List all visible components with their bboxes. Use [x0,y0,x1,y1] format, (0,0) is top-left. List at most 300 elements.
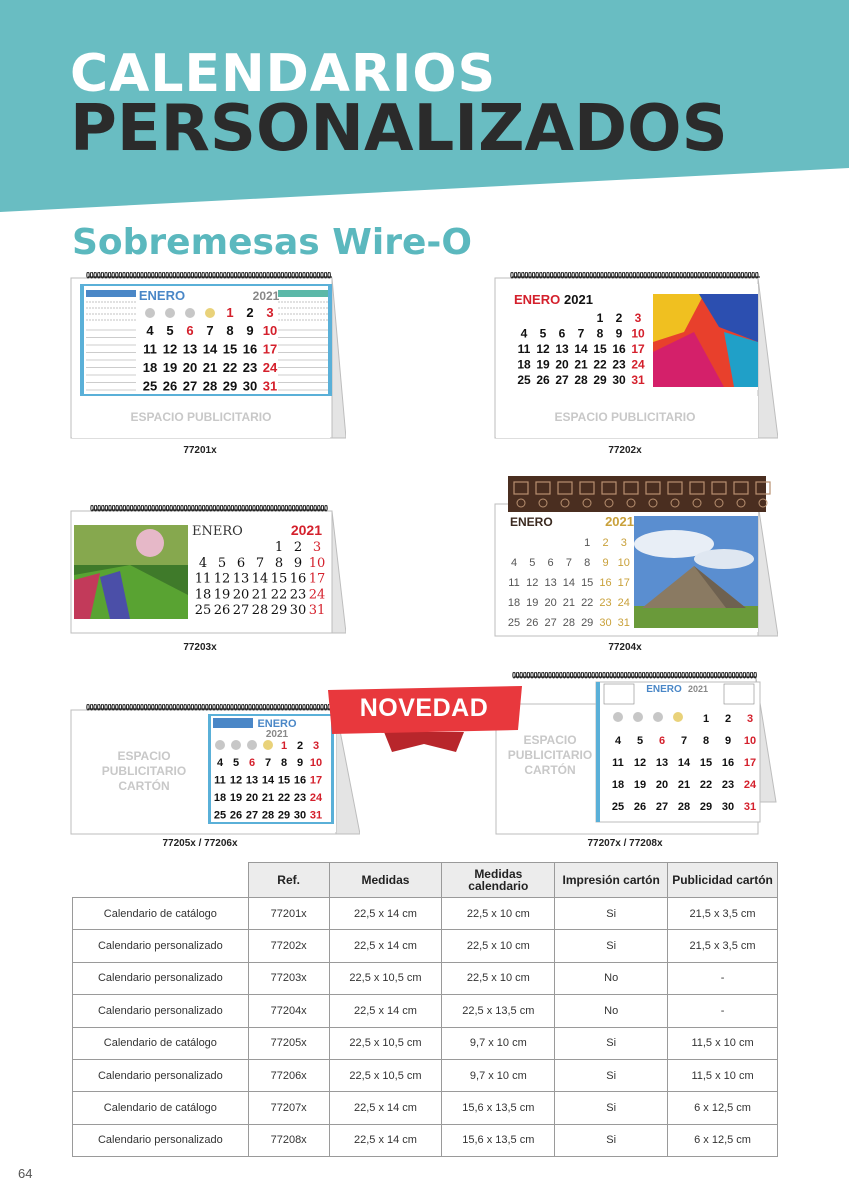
calendar-day: 12 [536,342,550,356]
calendar-year: 2021 [252,289,280,303]
calendar-day: 18 [611,779,625,791]
calendar-day: 21 [202,360,218,375]
calendar-day: 24 [308,587,326,603]
table-cell: 6 x 12,5 cm [668,1124,778,1156]
calendar-day: 24 [617,597,630,609]
calendar-day: 22 [277,792,291,804]
calendar-day: 7 [680,735,688,747]
table-header-impresion: Impresión cartón [555,863,668,898]
calendar-day: 28 [202,378,218,394]
table-cell: 9,7 x 10 cm [442,1027,555,1059]
table-cell: Calendario de catálogo [73,1027,249,1059]
calendar-day: 7 [264,757,272,769]
moon-phase-icon [673,712,683,722]
calendar-day: 15 [222,341,238,357]
calendar-day: 14 [562,577,576,589]
calendar-day: 10 [617,557,630,569]
calendar-day: 5 [636,735,644,747]
novedad-badge: NOVEDAD [359,694,489,722]
calendar-day: 31 [617,617,630,629]
product-77202x [494,272,778,440]
calendar-year: 2021 [564,292,593,307]
table-cell: No [555,962,668,994]
calendar-day: 6 [248,757,256,769]
moon-phase-icon [185,308,195,318]
calendar-day: 12 [213,571,231,587]
calendar-day: 16 [612,342,626,356]
moon-phase-icon [247,740,257,750]
calendar-day: 26 [162,378,178,394]
table-cell: 22,5 x 10 cm [442,930,555,962]
calendar-day: 17 [309,774,323,787]
table-cell: 15,6 x 13,5 cm [442,1092,555,1124]
calendar-day: 2 [293,540,303,555]
calendar-day: 31 [262,378,278,394]
calendar-77201x-drawing [70,272,346,440]
calendar-day: 18 [507,597,521,609]
table-cell: 21,5 x 3,5 cm [668,898,778,930]
calendar-day: 24 [262,360,278,375]
calendar-day: 2 [246,305,254,320]
calendar-day: 8 [584,557,591,569]
calendar-77207x-drawing [494,672,778,836]
table-cell: 21,5 x 3,5 cm [668,930,778,962]
calendar-day: 18 [142,360,158,375]
calendar-day: 11 [143,341,157,357]
calendar-day: 21 [574,357,588,372]
calendar-year: 2021 [265,729,289,740]
calendar-day: 25 [142,378,158,394]
calendar-day: 19 [536,357,550,372]
calendar-77204x-drawing [494,474,778,638]
calendar-year: 2021 [687,684,709,694]
table-cell: 11,5 x 10 cm [668,1059,778,1091]
product-77205x-77206x [70,704,360,836]
calendar-day: 18 [194,587,212,603]
calendar-day: 3 [312,740,320,752]
calendar-day: 25 [507,617,521,629]
calendar-day: 13 [182,341,198,357]
spec-table [72,862,778,1157]
calendar-day: 4 [216,757,224,769]
tent-side [758,278,778,438]
calendar-day: 13 [232,571,250,587]
calendar-day: 14 [677,757,691,769]
calendar-day: 4 [614,735,622,747]
calendar-day: 6 [658,735,666,747]
calendar-frame [596,682,600,822]
calendar-day: 20 [232,587,250,603]
calendar-day: 1 [702,713,710,725]
calendar-day: 20 [245,792,259,804]
calendar-day: 26 [526,617,539,629]
calendar-day: 17 [262,341,278,357]
table-cell: 22,5 x 10,5 cm [329,962,442,994]
calendar-day: 15 [699,757,713,769]
calendar-day: 8 [596,326,604,341]
table-cell: Si [555,1027,668,1059]
calendar-day: 27 [544,617,557,629]
table-cell: Si [555,1092,668,1124]
product-ref-77202x: 77202x [608,445,642,456]
calendar-day: 10 [743,735,757,747]
calendar-day: 17 [617,577,630,589]
calendar-month: ENERO [192,524,243,539]
calendar-day: 21 [562,597,576,609]
calendar-day: 19 [162,360,178,375]
table-cell: Calendario personalizado [73,1124,249,1156]
calendar-day: 22 [581,597,594,609]
calendar-day: 28 [574,373,588,387]
calendar-day: 25 [194,603,212,619]
calendar-day: 2 [615,311,623,325]
table-row [73,1092,778,1124]
moon-phase-icon [613,712,623,722]
calendar-day: 6 [186,323,194,338]
calendar-day: 8 [280,757,288,769]
table-header-medidas: Medidas [329,863,442,898]
calendar-day: 19 [526,597,539,609]
table-header-row [73,863,778,898]
calendar-day: 8 [702,735,710,747]
calendar-day: 4 [146,323,154,338]
calendar-day: 28 [251,603,269,619]
mini-month-header [213,718,253,728]
calendar-day: 22 [270,587,288,603]
calendar-day: 15 [277,774,291,787]
table-cell: 77208x [248,1124,329,1156]
calendar-day: 3 [620,537,627,549]
page-title-line1: CALENDARIOS [70,44,497,104]
calendar-day: 2 [724,713,732,725]
calendar-day: 23 [599,597,612,609]
product-77201x [70,272,346,440]
calendar-day: 20 [655,779,669,791]
calendar-day: 1 [596,311,604,325]
calendar-day: 13 [245,774,259,787]
calendar-day: 7 [577,326,585,341]
table-cell: 22,5 x 10 cm [442,898,555,930]
calendar-day: 30 [289,603,307,619]
calendar-month: ENERO [138,288,186,303]
calendar-day: 11 [194,571,212,587]
product-77207x-77208x [494,672,778,836]
calendar-day: 27 [555,373,569,387]
calendar-day: 20 [182,360,198,375]
calendar-day: 23 [612,357,626,372]
calendar-day: 12 [526,577,539,589]
table-cell: 77203x [248,962,329,994]
calendar-day: 21 [677,779,691,791]
calendar-day: 28 [562,617,576,629]
calendar-day: 5 [232,757,240,769]
calendar-day: 9 [724,735,732,747]
calendar-day: 6 [558,326,566,341]
calendar-day: 4 [198,555,208,571]
calendar-day: 9 [615,326,623,341]
tent-side [332,511,346,633]
table-cell: 11,5 x 10 cm [668,1027,778,1059]
calendar-day: 10 [262,323,278,338]
calendar-day: 1 [274,540,284,555]
calendar-day: 1 [584,537,591,549]
calendar-day: 2 [602,537,609,549]
calendar-year: 2021 [605,514,634,529]
product-ref-77205x-77206x: 77205x / 77206x [162,838,238,849]
table-cell: 77207x [248,1092,329,1124]
product-ref-77203x: 77203x [183,642,217,653]
calendar-day: 14 [202,341,218,357]
calendar-day: 8 [274,555,284,571]
calendar-day: 31 [631,373,645,387]
calendar-day: 29 [222,378,238,394]
table-cell: Calendario de catálogo [73,1092,249,1124]
calendar-day: 5 [217,555,227,571]
ad-space-label: CARTÓN [524,763,576,777]
table-cell: Si [555,930,668,962]
table-cell: 22,5 x 10 cm [442,962,555,994]
calendar-day: 27 [655,801,669,813]
calendar-day: 14 [251,571,269,587]
calendar-day: 11 [517,342,531,356]
product-ref-77201x: 77201x [183,445,217,456]
calendar-day: 27 [245,809,259,822]
calendar-day: 30 [612,373,626,387]
calendar-month: ENERO [514,292,561,307]
table-row [73,1059,778,1091]
calendar-day: 22 [222,360,238,375]
pyramid-photo [634,516,758,628]
product-ref-77207x-77208x: 77207x / 77208x [587,838,663,849]
calendar-day: 26 [229,809,243,822]
table-cell: 77206x [248,1059,329,1091]
moon-phase-icon [263,740,273,750]
calendar-day: 30 [721,801,735,813]
calendar-day: 8 [226,323,234,338]
calendar-day: 23 [721,779,735,791]
table-cell: 22,5 x 14 cm [329,995,442,1027]
calendar-day: 28 [261,809,275,822]
table-cell: 22,5 x 10,5 cm [329,1027,442,1059]
calendar-day: 15 [581,577,594,589]
calendar-day: 30 [599,617,612,629]
table-cell: 77204x [248,995,329,1027]
calendar-day: 9 [296,757,304,769]
calendar-day: 10 [308,555,326,571]
ad-space-label: PUBLICITARIO [507,748,593,762]
calendar-day: 24 [309,792,323,804]
calendar-day: 5 [529,557,536,569]
calendar-year: 2021 [290,522,322,538]
table-cell: Calendario personalizado [73,1059,249,1091]
calendar-day: 22 [699,779,713,791]
calendar-day: 14 [574,342,588,356]
moon-phase-icon [215,740,225,750]
table-cell: 77201x [248,898,329,930]
page-title-line2: PERSONALIZADOS [70,92,728,166]
calendar-day: 20 [555,357,569,372]
calendar-day: 13 [544,577,557,589]
calendar-day: 3 [746,713,754,725]
table-cell: 22,5 x 10,5 cm [329,1059,442,1091]
ad-space-label: PUBLICITARIO [101,764,187,778]
table-cell: 22,5 x 14 cm [329,1092,442,1124]
calendar-day: 10 [631,326,645,341]
calendar-77205x-drawing [70,704,360,836]
table-cell: 77205x [248,1027,329,1059]
calendar-day: 5 [539,326,547,341]
calendar-day: 29 [270,603,288,619]
calendar-day: 29 [593,373,607,387]
calendar-day: 11 [508,577,520,589]
calendar-day: 11 [612,757,624,769]
moon-phase-icon [165,308,175,318]
calendar-day: 16 [242,341,258,357]
mini-month-header [278,290,328,297]
table-cell: Calendario personalizado [73,962,249,994]
table-row [73,995,778,1027]
calendar-day: 9 [602,557,609,569]
table-header-publicidad: Publicidad cartón [668,863,778,898]
calendar-day: 18 [213,792,227,804]
table-cell: 77202x [248,930,329,962]
calendar-day: 2 [296,740,304,752]
ad-space-label: ESPACIO PUBLICITARIO [554,410,696,424]
calendar-day: 19 [229,792,243,804]
table-cell: No [555,995,668,1027]
table-row [73,1027,778,1059]
calendar-day: 16 [599,577,612,589]
calendar-day: 7 [206,323,214,338]
table-row [73,898,778,930]
product-77203x [70,505,346,635]
calendar-day: 17 [631,342,645,356]
calendar-day: 10 [309,757,323,769]
calendar-day: 1 [280,740,288,752]
tent-side [758,504,778,636]
calendar-day: 25 [213,809,227,822]
table-row [73,962,778,994]
calendar-day: 3 [266,305,274,320]
calendar-month: ENERO [646,684,682,695]
calendar-day: 21 [251,587,269,603]
calendar-day: 25 [611,801,625,813]
calendar-day: 18 [517,357,531,372]
table-header-blank [73,863,249,898]
calendar-day: 3 [634,311,642,325]
abstract-paint-photo [653,294,758,387]
calendar-day: 23 [293,792,307,804]
ad-space-label: ESPACIO [523,733,577,747]
calendar-day: 11 [214,774,226,787]
table-cell: 6 x 12,5 cm [668,1092,778,1124]
calendar-day: 6 [236,555,246,571]
calendar-day: 16 [293,774,307,787]
table-cell: Si [555,898,668,930]
calendar-day: 26 [536,373,550,387]
moon-phase-icon [205,308,215,318]
calendar-day: 24 [743,779,757,791]
calendar-day: 16 [721,757,735,769]
ad-space-label: ESPACIO [117,749,171,763]
calendar-day: 24 [631,357,645,372]
tent-side [332,278,346,438]
table-cell: - [668,962,778,994]
table-cell: 22,5 x 14 cm [329,930,442,962]
calendar-day: 4 [510,557,518,569]
calendar-day: 12 [633,757,647,769]
calendar-day: 29 [277,809,291,822]
table-cell: 22,5 x 14 cm [329,1124,442,1156]
calendar-day: 12 [162,341,178,357]
table-row [73,1124,778,1156]
calendar-77202x-drawing [494,272,778,440]
calendar-day: 29 [699,801,713,813]
calendar-day: 13 [655,757,669,769]
table-header-medidas-calendario: Medidas calendario [442,863,555,898]
calendar-day: 31 [743,801,757,813]
calendar-day: 15 [593,342,607,356]
table-cell: 22,5 x 14 cm [329,898,442,930]
calendar-day: 4 [520,326,528,341]
calendar-day: 17 [308,571,326,587]
moon-phase-icon [633,712,643,722]
moon-phase-icon [145,308,155,318]
table-cell: - [668,995,778,1027]
calendar-day: 30 [242,378,258,394]
calendar-day: 19 [633,779,647,791]
calendar-day: 27 [232,603,250,619]
calendar-day: 12 [229,774,243,787]
calendar-day: 28 [677,801,691,813]
table-cell: 9,7 x 10 cm [442,1059,555,1091]
garden-photo [74,525,188,619]
calendar-day: 23 [289,587,307,603]
calendar-day: 31 [309,809,323,822]
calendar-day: 31 [308,603,326,619]
calendar-day: 26 [633,801,647,813]
calendar-day: 27 [182,378,198,394]
calendar-day: 1 [226,305,234,320]
table-cell: Calendario de catálogo [73,898,249,930]
calendar-day: 13 [555,342,569,356]
calendar-day: 22 [593,357,607,372]
calendar-day: 9 [293,555,303,571]
product-77204x [494,474,778,638]
calendar-day: 19 [213,587,231,603]
table-cell: Si [555,1059,668,1091]
page-number: 64 [18,1166,33,1181]
table-row [73,930,778,962]
calendar-day: 17 [743,757,757,769]
table-cell: 15,6 x 13,5 cm [442,1124,555,1156]
calendar-day: 26 [213,603,231,619]
calendar-day: 23 [242,360,258,375]
table-cell: Calendario personalizado [73,930,249,962]
moon-phase-icon [231,740,241,750]
calendar-day: 29 [581,617,594,629]
moon-phase-icon [653,712,663,722]
section-subtitle: Sobremesas Wire-O [72,222,472,263]
calendar-day: 21 [261,792,275,804]
calendar-day: 7 [565,557,572,569]
mini-month-header [86,290,136,297]
calendar-day: 5 [166,323,174,338]
calendar-month: ENERO [510,515,553,529]
calendar-day: 25 [517,373,531,387]
calendar-77203x-drawing [70,505,346,635]
table-header-ref: Ref. [248,863,329,898]
